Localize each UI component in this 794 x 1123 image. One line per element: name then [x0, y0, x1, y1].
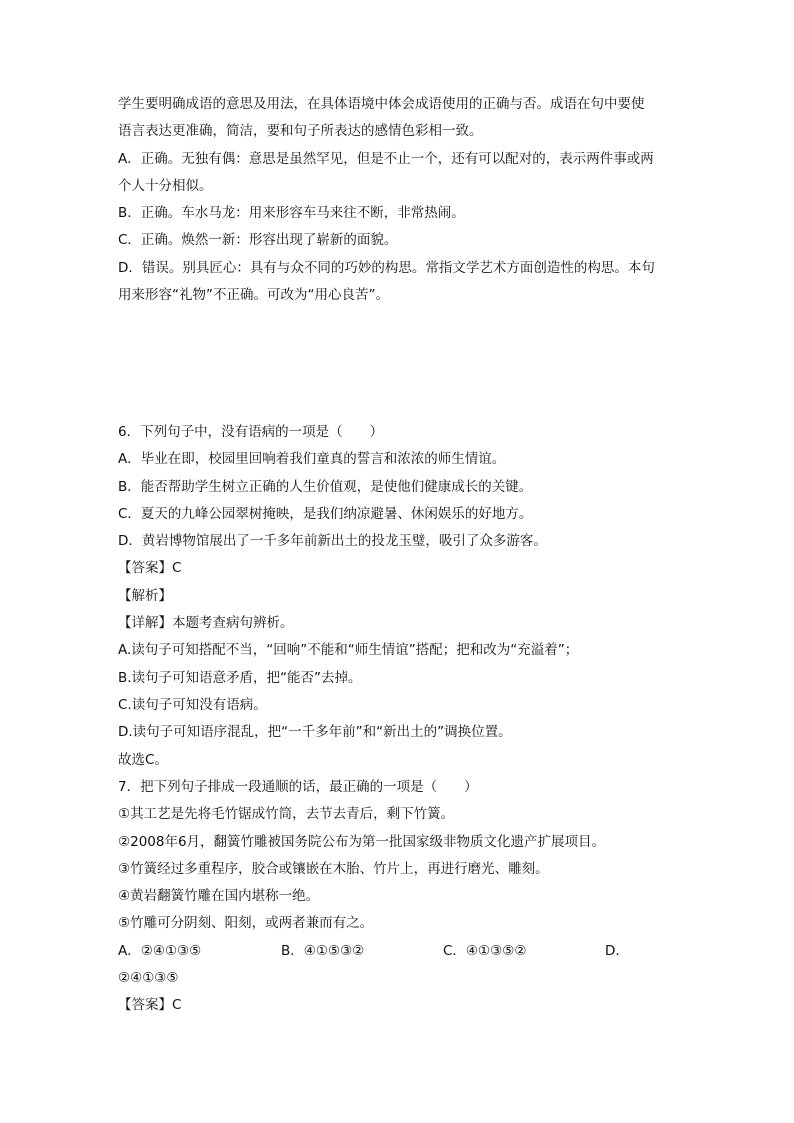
question-7-sentence-2: ②2008年6月，翻簧竹雕被国务院公布为第一批国家级非物质文化遗产扩展项目。	[118, 833, 606, 850]
question-6-conclusion: 故选C。	[118, 751, 168, 768]
question-7-option-c: C．④①③⑤②	[443, 942, 527, 959]
option-d-explanation-cont: 用来形容“礼物”不正确。可改为“用心良苦”。	[118, 287, 389, 304]
question-7-option-d: D．	[605, 942, 629, 959]
question-6	[118, 419, 678, 774]
question-7-option-d-content: ②④①③⑤	[118, 970, 179, 987]
question-6-detail: 【详解】本题考查病句辨析。	[118, 615, 294, 632]
question-6-option-c: C．夏天的九峰公园翠树掩映，是我们纳凉避暑、休闲娱乐的好地方。	[118, 505, 533, 522]
question-7-sentence-4: ④黄岩翻簧竹雕在国内堪称一绝。	[118, 888, 320, 905]
option-c-explanation: C．正确。焕然一新：形容出现了崭新的面貌。	[118, 232, 398, 249]
question-7-sentence-1: ①其工艺是先将毛竹锯成竹筒，去节去青后，剩下竹簧。	[118, 806, 455, 823]
question-7	[118, 774, 678, 1020]
question-6-explanation-d: D.读句子可知语序混乱，把“一千多年前”和“新出土的”调换位置。	[118, 724, 512, 741]
question-6-option-d: D．黄岩博物馆展出了一千多年前新出土的投龙玉璧，吸引了众多游客。	[118, 533, 547, 550]
question-6-explanation-b: B.读句子可知语意矛盾，把“能否”去掉。	[118, 669, 362, 686]
question-6-option-b: B．能否帮助学生树立正确的人生价值观，是使他们健康成长的关键。	[118, 478, 533, 495]
question-7-sentence-3: ③竹簧经过多重程序，胶合或镶嵌在木胎、竹片上，再进行磨光、雕刻。	[118, 860, 549, 877]
option-b-explanation: B．正确。车水马龙：用来形容车马来往不断，非常热闹。	[118, 205, 465, 222]
question-6-stem: 6．下列句子中，没有语病的一项是（ ）	[118, 424, 384, 440]
question-7-answer: 【答案】C	[118, 997, 182, 1014]
option-a-explanation: A．正确。无独有偶：意思是虽然罕见，但是不止一个，还有可以配对的，表示两件事或两	[118, 150, 654, 167]
paragraph-line: 学生要明确成语的意思及用法，在具体语境中体会成语使用的正确与否。成语在句中要使	[118, 96, 645, 112]
question-7-sentence-5: ⑤竹雕可分阴刻、阳刻，或两者兼而有之。	[118, 915, 374, 932]
analysis-section-q5	[118, 91, 678, 309]
question-6-explanation-c: C.读句子可知没有语病。	[118, 696, 267, 713]
question-6-explanation-a: A.读句子可知搭配不当，“回响”不能和“师生情谊”搭配；把和改为“充溢着”；	[118, 642, 579, 659]
question-6-option-a: A．毕业在即，校园里回响着我们童真的誓言和浓浓的师生情谊。	[118, 451, 506, 468]
question-7-option-a: A．②④①③⑤	[118, 942, 202, 959]
question-6-analysis-label: 【解析】	[118, 587, 172, 604]
question-6-answer: 【答案】C	[118, 560, 182, 577]
paragraph-line: 语言表达更准确，简洁，要和句子所表达的感情色彩相一致。	[118, 123, 483, 140]
question-7-options	[118, 938, 678, 965]
option-d-explanation: D．错误。别具匠心：具有与众不同的巧妙的构思。常指文学艺术方面创造性的构思。本句	[118, 259, 655, 276]
option-a-explanation-cont: 个人十分相似。	[118, 177, 213, 194]
question-7-stem: 7．把下列句子排成一段通顺的话，最正确的一项是（ ）	[118, 779, 478, 795]
question-7-option-b: B．④①⑤③②	[281, 942, 365, 959]
